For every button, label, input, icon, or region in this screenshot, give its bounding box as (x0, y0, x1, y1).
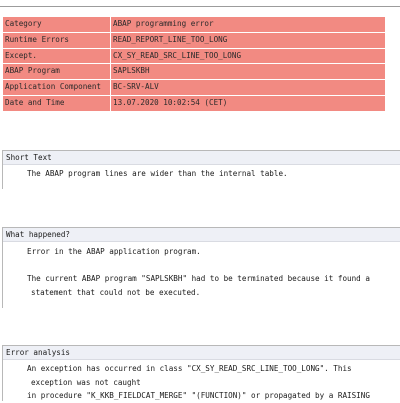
spacer (3, 259, 400, 273)
section-text: exception was not caught (31, 377, 141, 387)
error-analysis-section (2, 345, 400, 401)
header-label: Category (3, 17, 111, 33)
section-title: What happened? (3, 228, 400, 242)
section-text: The ABAP program lines are wider than the internal table. (27, 169, 288, 178)
header-label: Except. (3, 48, 111, 64)
error-header-table (2, 16, 386, 112)
header-value: ABAP programming error (111, 17, 386, 33)
section-text: in procedure "K_KKB_FIELDCAT_MERGE" "(FUNCTION)" or propagated by a RAISING (27, 391, 370, 400)
header-value: READ_REPORT_LINE_TOO_LONG (111, 32, 386, 48)
section-text: statement that could not be executed. (31, 287, 201, 297)
header-row-runtime-errors (3, 32, 386, 48)
header-value: 13.07.2020 10:02:54 (CET) (111, 95, 386, 111)
section-text: Error in the ABAP application program. (27, 247, 201, 256)
header-value: BC-SRV-ALV (111, 80, 386, 96)
header-value: CX_SY_READ_SRC_LINE_TOO_LONG (111, 48, 386, 64)
header-label: Runtime Errors (3, 32, 111, 48)
what-happened-section (2, 227, 400, 308)
top-divider (0, 6, 400, 7)
header-row-application-component (3, 80, 386, 96)
header-label: ABAP Program (3, 64, 111, 80)
header-label: Application Component (3, 80, 111, 96)
header-row-category (3, 17, 386, 33)
header-label: Date and Time (3, 95, 111, 111)
header-row-abap-program (3, 64, 386, 80)
section-title: Short Text (3, 151, 400, 165)
short-text-section (2, 150, 400, 189)
section-title: Error analysis (3, 346, 400, 360)
header-value: SAPLSKBH (111, 64, 386, 80)
section-text: An exception has occurred in class "CX_SY_READ_SRC_LINE_TOO_LONG". This (27, 364, 352, 373)
header-row-date-time (3, 95, 386, 111)
section-text: The current ABAP program "SAPLSKBH" had to be terminated because it found a (27, 274, 370, 283)
header-row-exception (3, 48, 386, 64)
